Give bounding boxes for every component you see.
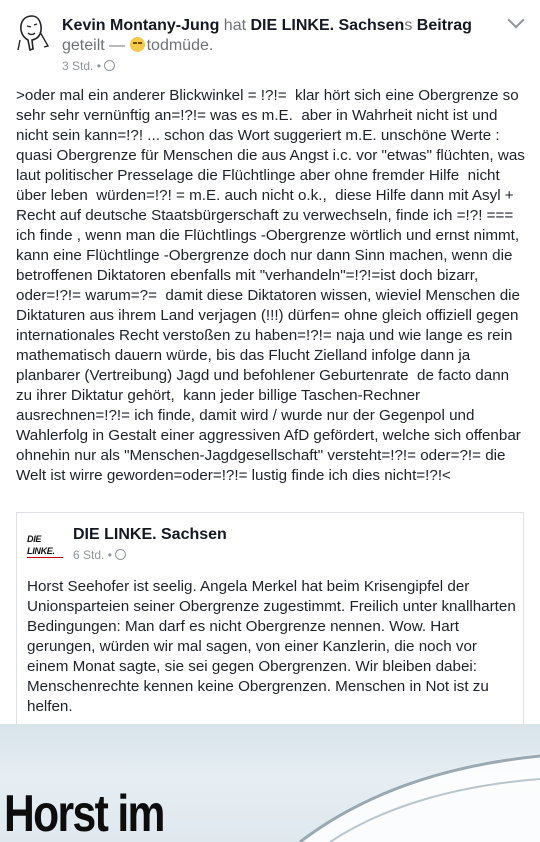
- shared-page-link[interactable]: [251, 17, 413, 34]
- shared-post-card[interactable]: [16, 512, 524, 724]
- shared-verb: geteilt —: [62, 37, 126, 54]
- logo-text: DIE LINKE.: [27, 534, 55, 556]
- post-title-line: [62, 16, 502, 36]
- post-time[interactable]: 3 Std. •: [62, 59, 101, 73]
- feeling-text: todmüde.: [146, 37, 214, 54]
- shared-object-link[interactable]: Beitrag: [416, 17, 472, 34]
- author-name[interactable]: Kevin Montany-Jung: [62, 17, 220, 34]
- globe-icon: [104, 60, 115, 71]
- post-subtitle-line: [62, 36, 502, 56]
- globe-icon: [115, 549, 126, 560]
- shared-post-time[interactable]: 6 Std. •: [73, 548, 112, 562]
- post-header: [62, 16, 502, 74]
- shared-page-suffix: s: [404, 17, 413, 34]
- post-body: >oder mal ein anderer Blickwinkel = !?!= klar hört sich eine Obergrenze so sehr sehr vernünftig an=!?!= was es m.E. aber in Wahrheit nicht ist und nicht sein kann=!?! ... schon das Wort suggeriert m.E. unschöne Werte : quasi Obergrenze für Menschen die aus Angst i.c. vor "etwas" flüchten, was laut politischer Presselage die Flüchtlinge aber ohne fremder Hilfe nicht über leben würden=!?! = m.E. auch nicht o.k., diese Hilfe dann mit Asyl + Recht auf deutsche Staatsbürgerschaft zu verwechseln, finde ich =!?! === ich finde , wenn man die Flüchtlings -Obergrenze wörtlich und ernst nimmt, kann eine Flüchtlinge -Obergrenze doch nur dann Sinn machen, wenn die betroffenen Diktatoren ebenfalls mit "verhandeln"=!?!=ist doch bizarr, oder=!?!= warum=?= damit diese Diktatoren wissen, wieviel Menschen die Diktaturen aus ihrem Land verjagen (!!!) dürfen= ohne gleich offiziell gegen internationales Recht verstoßen zu haben=!?!= naja und wie lange es rein mathematisch dauern würde, bis das Flucht Zielland infolge dann ja planbarer (Vertreibung) Jagd und befohlener Geburtenrate de facto dann zu ihrer Diktatur gehört, kann jeder billige Taschen-Rechner ausrechnen=!?!= ich finde, damit wird / wurde nur der Gegenpol und Wahlerfolg in Gestalt einer aggressiven AfD gefördert, welche sich offenbar ohnehin nur als "Menschen-Jagdgesellschaft" versteht=!?!= oder=?!= die Welt ist wirre geworden=oder=!?!= lustig finde ich dies nicht=!?!<: [16, 87, 530, 484]
- shared-post-meta: [73, 547, 126, 563]
- author-avatar[interactable]: [14, 12, 56, 54]
- chevron-down-icon[interactable]: [508, 12, 525, 29]
- post-image[interactable]: [0, 724, 540, 842]
- shared-word: hat: [223, 17, 247, 34]
- shared-page-title[interactable]: DIE LINKE. Sachsen: [73, 526, 227, 543]
- sleepy-emoji-icon: [130, 37, 145, 52]
- image-headline: Horst im: [4, 785, 164, 842]
- logo-underline: [27, 557, 63, 558]
- shared-post-text: Horst Seehofer ist seelig. Angela Merkel hat beim Krisengipfel der Unionsparteien seiner Obergrenze zugestimmt. Freilich unter knallharten Bedingungen: Man darf es nicht Obergrenze nennen. Wow. Hart gerungen, würden wir mal sagen, von einer Kanzlerin, die noch vor einem Monat sagte, sie sei gegen Obergrenzen. Wir bleiben dabei: Menschenrechte kennen keine Obergrenzen. Menschen in Not ist zu helfen.: [27, 578, 516, 715]
- avatar-sketch-icon: [14, 12, 56, 54]
- shared-page-name: DIE LINKE. Sachsen: [250, 17, 405, 34]
- shared-page-logo[interactable]: [27, 533, 67, 556]
- post-meta: [62, 58, 502, 74]
